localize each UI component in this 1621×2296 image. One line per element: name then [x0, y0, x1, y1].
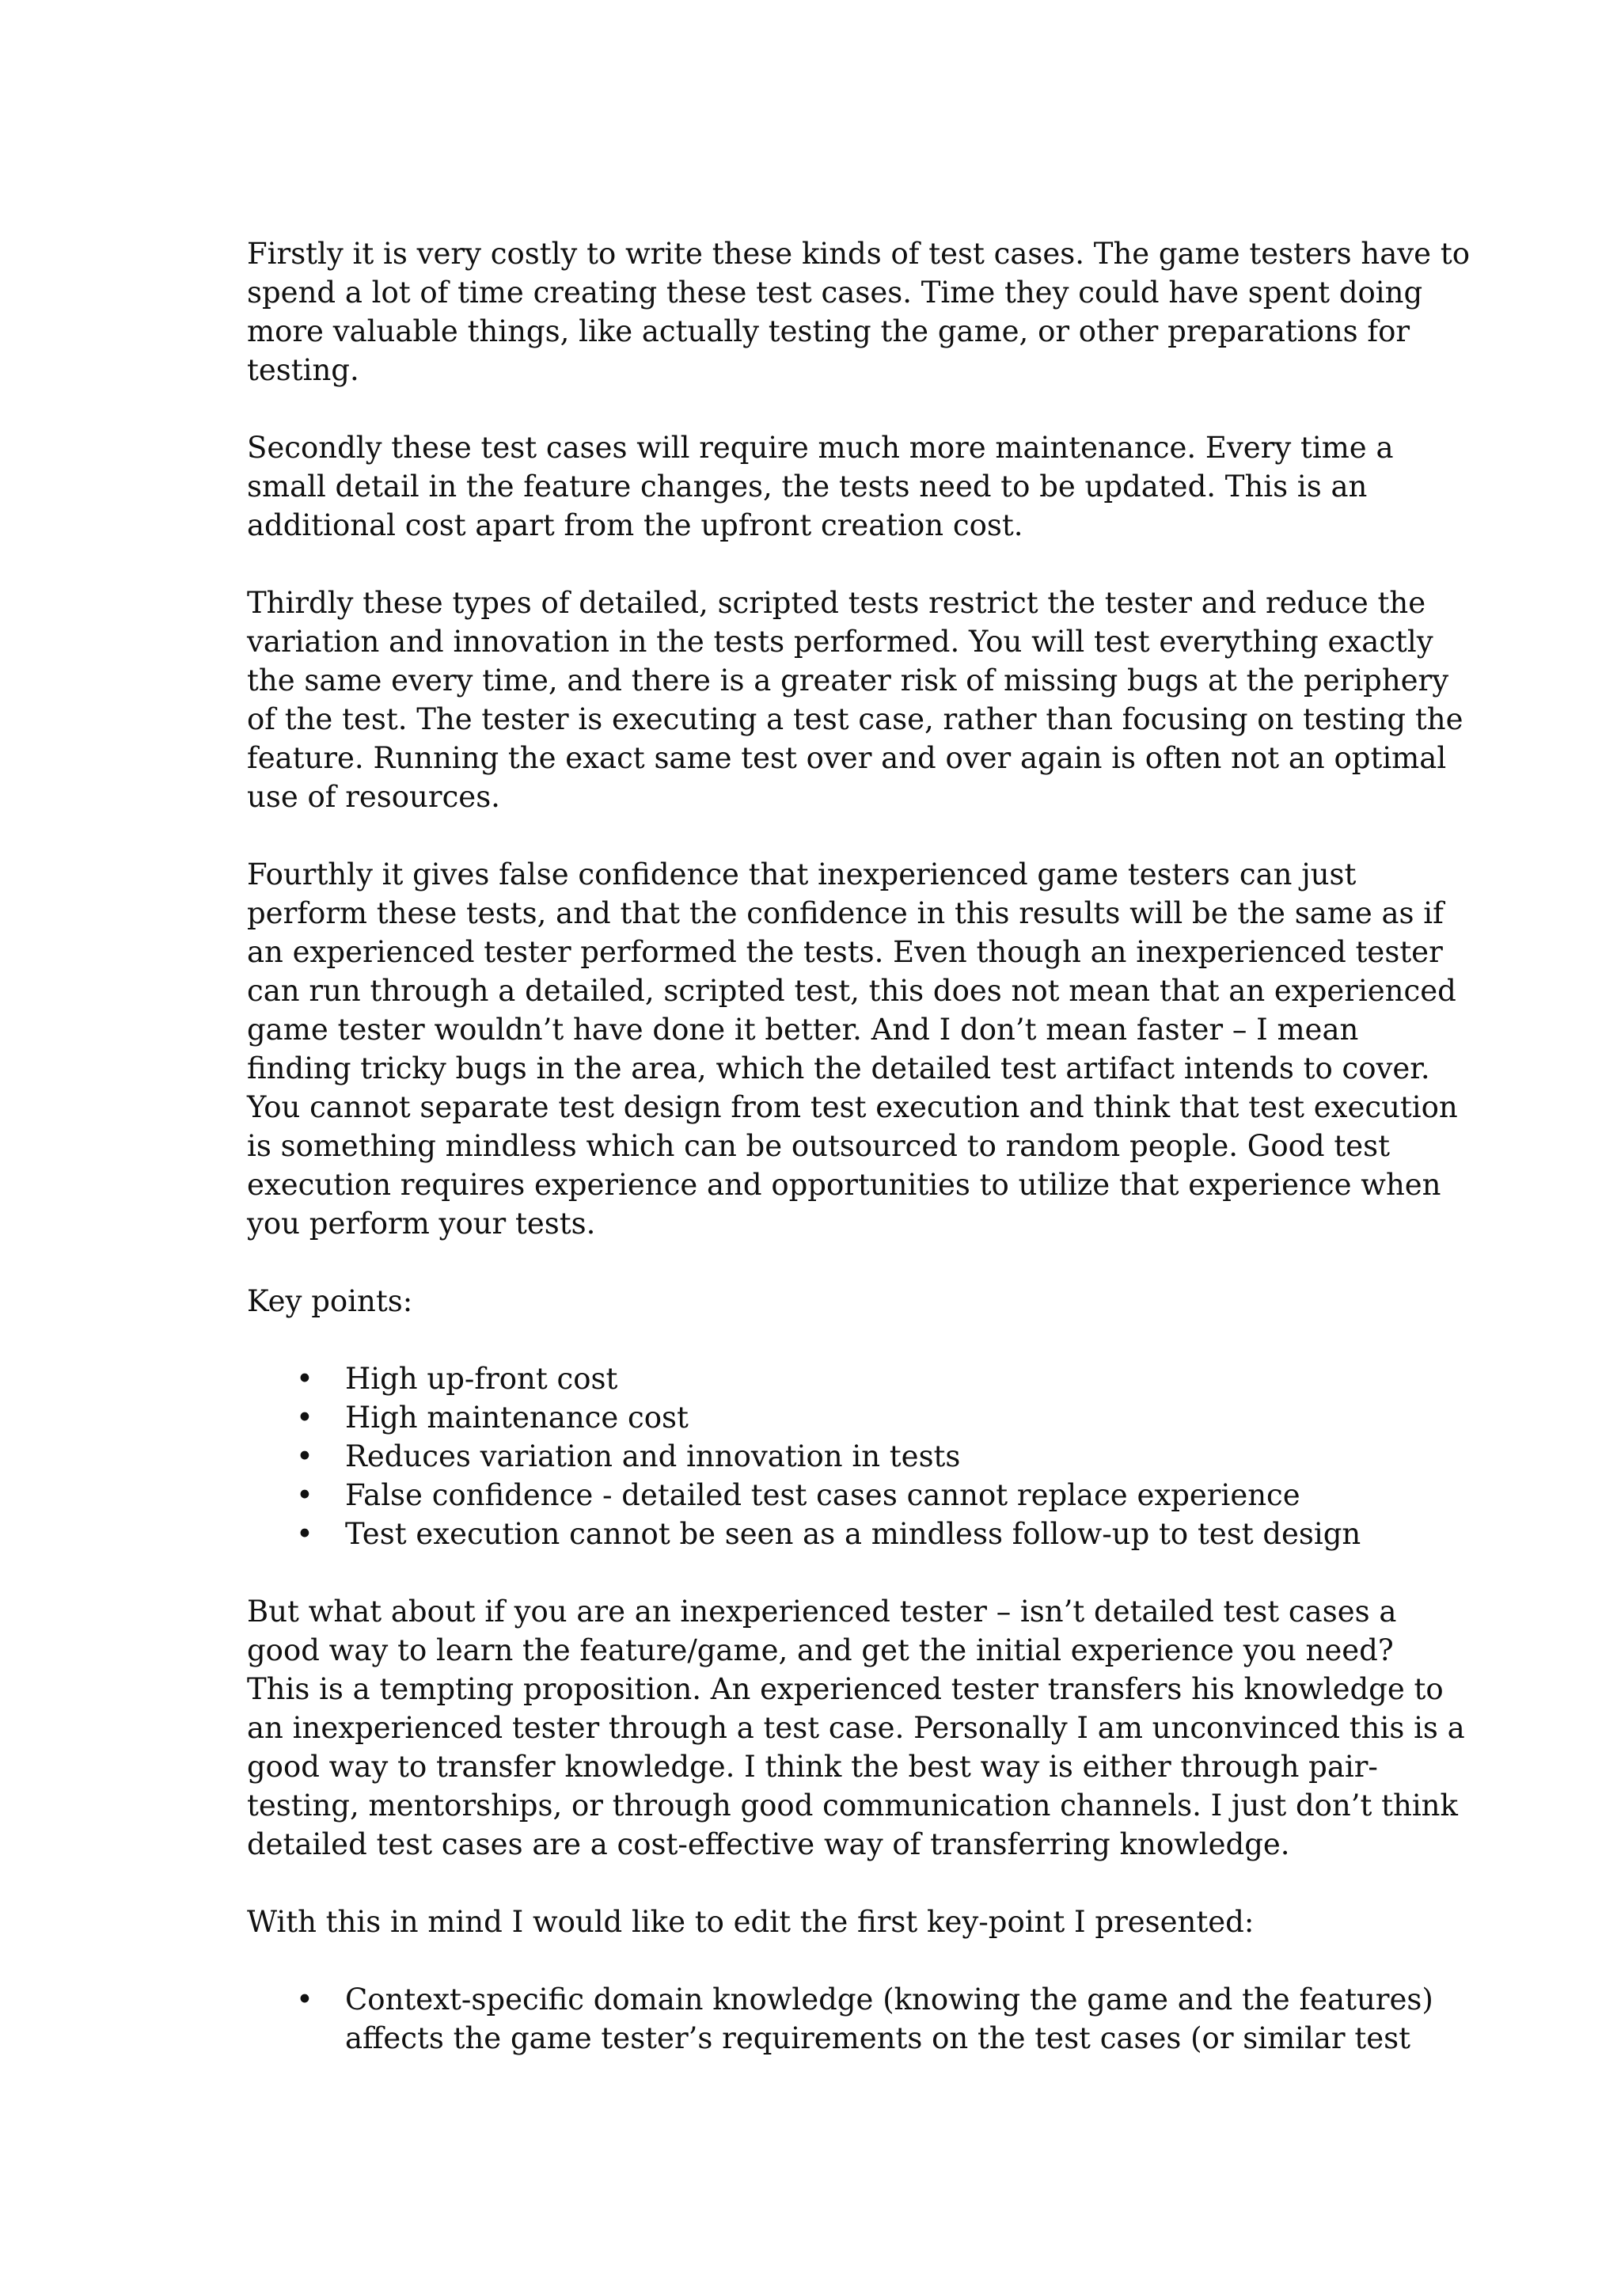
text-line: variation and innovation in the tests performed. You will test everything exactly [247, 625, 1433, 659]
paragraph-fourthly [247, 855, 1458, 1243]
list-item-text: Context-specific domain knowledge (knowing the game and the features) [345, 1982, 1433, 2017]
bullet-icon: • [296, 1478, 313, 1512]
list-item [247, 1398, 1387, 1437]
paragraph-thirdly [247, 584, 1463, 816]
text-line: is something mindless which can be outsourced to random people. Good test [247, 1129, 1390, 1163]
text-line: Thirdly these types of detailed, scripted tests restrict the tester and reduce the [247, 586, 1426, 620]
text-line: Fourthly it gives false confidence that inexperienced game testers can just [247, 857, 1357, 891]
list-item [247, 1515, 1387, 1553]
paragraph-edit-key-point [247, 1903, 1387, 1941]
text-line: Firstly it is very costly to write these kinds of test cases. The game testers have to [247, 237, 1470, 271]
text-line: detailed test cases are a cost-effective way of transferring knowledge. [247, 1827, 1290, 1861]
paragraph-inexperienced-tester [247, 1592, 1465, 1864]
text-line: can run through a detailed, scripted test, this does not mean that an experienced [247, 974, 1456, 1008]
text-line: finding tricky bugs in the area, which the detailed test artifact intends to cover. [247, 1051, 1430, 1085]
key-points-heading [247, 1282, 1387, 1321]
text-line: spend a lot of time creating these test cases. Time they could have spent doing [247, 276, 1423, 310]
list-item [247, 1437, 1387, 1476]
text-line: more valuable things, like actually testing the game, or other preparations for [247, 314, 1410, 348]
text-line: But what about if you are an inexperienced tester – isn’t detailed test cases a [247, 1595, 1397, 1629]
text-line: execution requires experience and opportunities to utilize that experience when [247, 1168, 1441, 1202]
text-line: you perform your tests. [247, 1207, 596, 1241]
text-line: good way to learn the feature/game, and get the initial experience you need? [247, 1633, 1394, 1667]
text-line: Secondly these test cases will require much more maintenance. Every time a [247, 431, 1394, 465]
list-item [247, 1476, 1387, 1515]
bullet-icon: • [296, 1439, 313, 1473]
text-line: an experienced tester performed the tests. Even though an inexperienced tester [247, 935, 1443, 969]
text-line: With this in mind I would like to edit the first key-point I presented: [247, 1905, 1255, 1939]
text-line: testing. [247, 353, 359, 387]
text-line: small detail in the feature changes, the tests need to be updated. This is an [247, 469, 1368, 504]
bullet-icon: • [296, 1517, 313, 1551]
text-line: good way to transfer knowledge. I think the best way is either through pair- [247, 1750, 1378, 1784]
list-item-text: False confidence - detailed test cases cannot replace experience [345, 1478, 1300, 1512]
text-line: testing, mentorships, or through good communication channels. I just don’t think [247, 1789, 1458, 1823]
edited-key-point-list [247, 1980, 1433, 2058]
key-points-list [247, 1359, 1387, 1553]
list-item-text: Reduces variation and innovation in tests [345, 1439, 961, 1473]
list-item [247, 1980, 1433, 2058]
list-item [247, 1359, 1387, 1398]
list-item-text: High up-front cost [345, 1362, 618, 1396]
text-line: additional cost apart from the upfront creation cost. [247, 508, 1023, 542]
list-item-text: affects the game tester’s requirements on the test cases (or similar test [345, 2021, 1410, 2055]
text-line: perform these tests, and that the confidence in this results will be the same as if [247, 896, 1444, 930]
text-line: You cannot separate test design from test execution and think that test execution [247, 1090, 1458, 1124]
document-page [247, 234, 1470, 2096]
text-line: feature. Running the exact same test over and over again is often not an optimal [247, 741, 1447, 775]
list-item-text: Test execution cannot be seen as a mindless follow-up to test design [345, 1517, 1361, 1551]
bullet-icon: • [296, 1401, 313, 1435]
paragraph-firstly [247, 234, 1470, 390]
text-line: This is a tempting proposition. An experienced tester transfers his knowledge to [247, 1672, 1444, 1706]
list-item-text: High maintenance cost [345, 1401, 689, 1435]
bullet-icon: • [296, 1982, 313, 2017]
text-line: use of resources. [247, 780, 500, 814]
text-line: game tester wouldn’t have done it better. And I don’t mean faster – I mean [247, 1013, 1359, 1047]
text-line: the same every time, and there is a greater risk of missing bugs at the periphery [247, 663, 1449, 698]
text-line: of the test. The tester is executing a test case, rather than focusing on testing the [247, 702, 1463, 736]
paragraph-secondly [247, 428, 1394, 545]
text-line: Key points: [247, 1284, 413, 1318]
text-line: an inexperienced tester through a test case. Personally I am unconvinced this is a [247, 1711, 1465, 1745]
bullet-icon: • [296, 1362, 313, 1396]
